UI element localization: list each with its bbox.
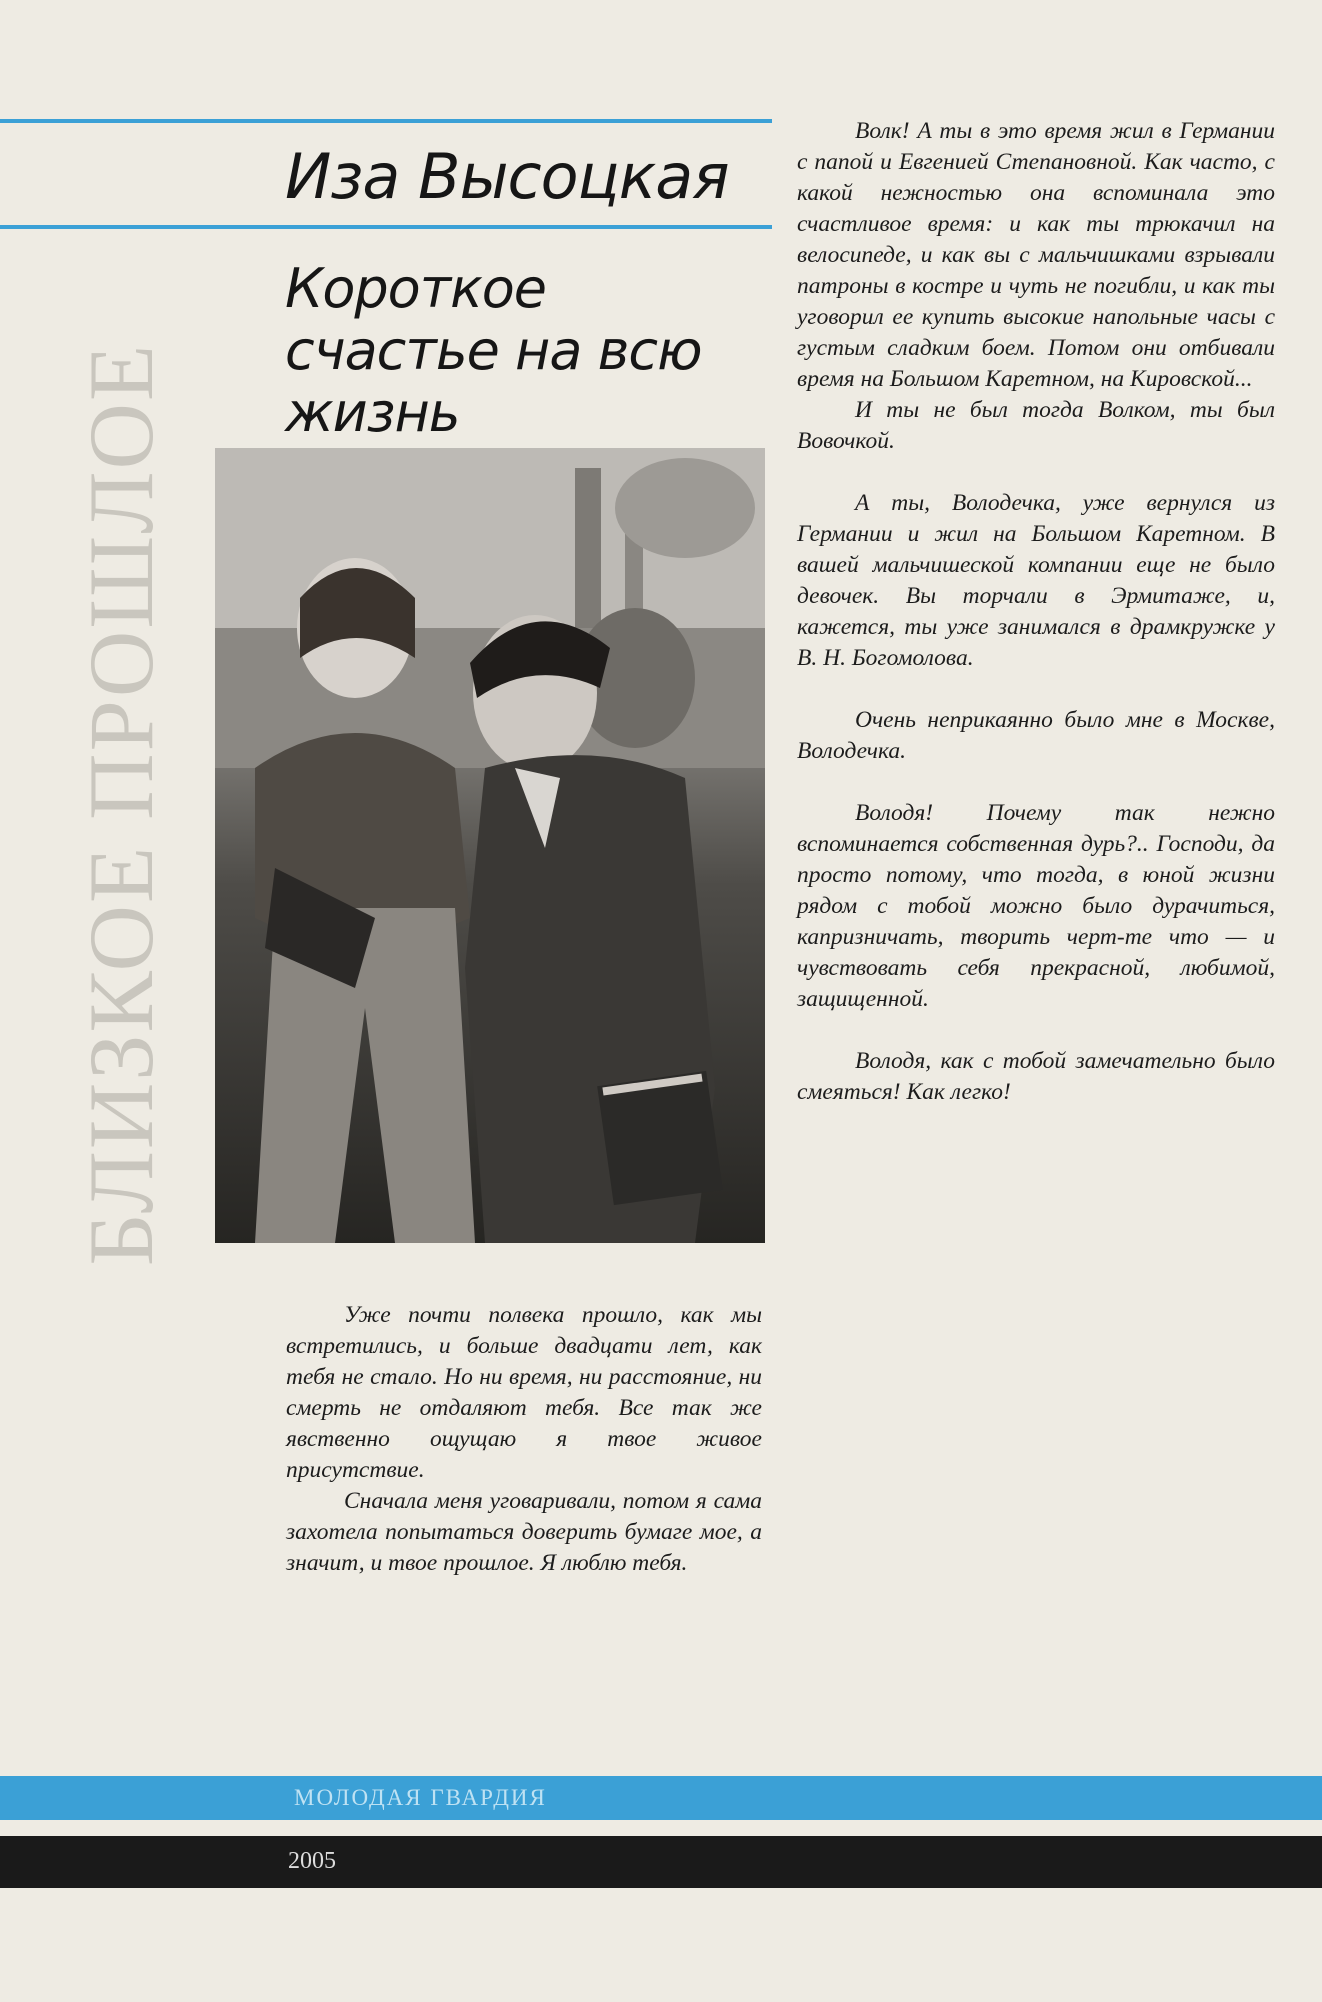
paragraph: Володя, как с тобой замечательно было смеяться! Как легко! (797, 1048, 1275, 1105)
author-rule (0, 225, 772, 229)
issue-year: 2005 (288, 1848, 336, 1874)
year-band (0, 1836, 1322, 1888)
article-photo (215, 448, 765, 1243)
author-name: Иза Высоцкая (285, 140, 729, 213)
journal-name: МОЛОДАЯ ГВАРДИЯ (294, 1785, 547, 1810)
section-label: БЛИЗКОЕ ПРОШЛОЕ (70, 342, 172, 1266)
right-column (797, 116, 1275, 1108)
journal-band (0, 1776, 1322, 1820)
left-column (286, 1300, 762, 1579)
paragraph: А ты, Володечка, уже вернулся из Германии и жил на Большом Каретном. В вашей мальчишеской компании еще не было девочек. Вы торчали в Эрмитаже, и, кажется, ты уже занимался в драмкружке у В. Н. Богомолова. (797, 490, 1275, 671)
photo-illustration (215, 448, 765, 1243)
paragraph: Володя! Почему так нежно вспоминается собственная дурь?.. Господи, да просто потому, что тогда, в юной жизни рядом с тобой можно было дурачиться, капризничать, творить черт-те что — и чувствовать себя прекрасной, любимой, защищенной. (797, 800, 1275, 1012)
article-title: Короткое счастье на всю жизнь (285, 257, 702, 444)
paragraph: Волк! А ты в это время жил в Германии с папой и Евгенией Степановной. Как часто, с какой нежностью она вспоминала это счастливое время: и как ты трюкачил на велосипеде, и как вы с мальчишками взрывали патроны в костре и чуть не погибли, и как ты уговорил ее купить высокие напольные часы с густым сладким боем. Потом они отбивали время на Большом Каретном, на Кировской... (797, 118, 1275, 392)
paragraph: Уже почти полвека прошло, как мы встретились, и больше двадцати лет, как тебя не стало. Но ни время, ни расстояние, ни смерть не отдаляют тебя. Все так же явственно ощущаю я твое живое присутствие. (286, 1302, 762, 1483)
paragraph: Очень неприкаянно было мне в Москве, Володечка. (797, 707, 1275, 764)
top-rule (0, 119, 772, 123)
paragraph: Сначала меня уговаривали, потом я сама захотела попытаться доверить бумаге мое, а значит, и твое прошлое. Я люблю тебя. (286, 1488, 762, 1576)
paragraph: И ты не был тогда Волком, ты был Вовочкой. (797, 397, 1275, 454)
